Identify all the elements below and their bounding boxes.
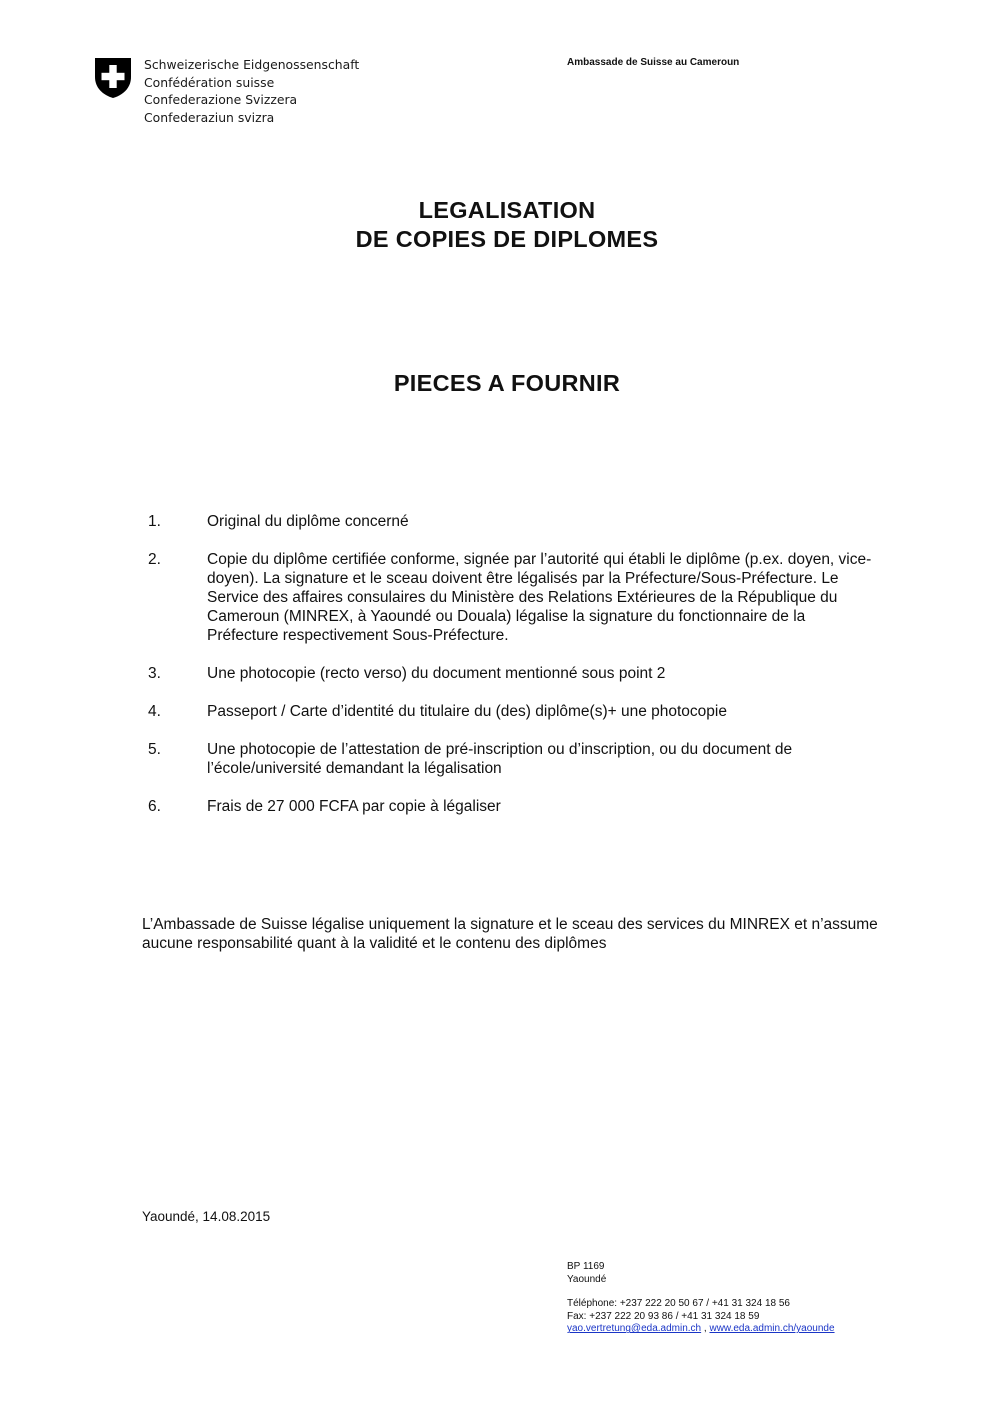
list-item-number: 2.: [148, 551, 161, 568]
list-item-text: Copie du diplôme certifiée conforme, signée par l’autorité qui établi le diplôme (p.ex. doyen, vice-doyen). La signature et le sceau doivent être légalisés par la Préfecture/Sous-Préfecture. Le Service des affaires consulaires du Ministère des Relations Extérieures de la République du Cameroun (MINREX, à Yaoundé ou Douala) légalise la signature du fonctionnaire de la Préfecture respectivement Sous-Préfecture.: [207, 551, 872, 644]
page-title: [0, 196, 992, 254]
list-item-text: Frais de 27 000 FCFA par copie à légaliser: [207, 798, 501, 815]
footer-city: Yaoundé: [567, 1273, 607, 1285]
list-item: [148, 512, 878, 531]
list-item-number: 5.: [148, 741, 161, 758]
disclaimer-note: L’Ambassade de Suisse légalise uniquement la signature et le sceau des services du MINREX et n’assume aucune responsabilité quant à la validité et le contenu des diplômes: [142, 916, 878, 952]
list-item: [148, 664, 878, 683]
list-item: [148, 797, 878, 816]
website-link[interactable]: www.eda.admin.ch/yaounde: [709, 1323, 835, 1335]
telephone-line: Téléphone: +237 222 20 50 67 / +41 31 324 18 56: [567, 1298, 790, 1310]
confederation-line-rm: Confederaziun svizra: [144, 110, 275, 126]
confederation-line-de: Schweizerische Eidgenossenschaft: [144, 57, 360, 72]
list-item-number: 6.: [148, 798, 161, 815]
list-item-text: Une photocopie de l’attestation de pré-inscription ou d’inscription, ou du document de l’école/université demandant la légalisation: [207, 741, 793, 777]
contact-links: [567, 1323, 835, 1336]
confederation-names: [144, 56, 359, 127]
swiss-crest-icon: [94, 57, 132, 99]
contact-footer: [567, 1261, 835, 1336]
email-link[interactable]: yao.vertretung@eda.admin.ch: [567, 1323, 702, 1335]
list-item-number: 3.: [148, 665, 161, 682]
link-separator: ,: [701, 1323, 710, 1335]
title-line-2: DE COPIES DE DIPLOMES: [355, 226, 659, 252]
confederation-line-it: Confederazione Svizzera: [144, 92, 298, 108]
list-item-number: 1.: [148, 513, 161, 530]
po-box: BP 1169: [567, 1261, 605, 1272]
list-item-text: Original du diplôme concerné: [207, 513, 409, 530]
list-item: [148, 740, 878, 778]
title-line-1: LEGALISATION: [418, 197, 596, 223]
list-item-text: Une photocopie (recto verso) du document mentionné sous point 2: [207, 665, 666, 682]
confederation-line-fr: Confédération suisse: [144, 74, 275, 90]
list-item: [148, 550, 878, 645]
section-heading: PIECES A FOURNIR: [393, 370, 621, 396]
fax-line: Fax: +237 222 20 93 86 / +41 31 324 18 59: [567, 1310, 760, 1322]
embassy-name: Ambassade de Suisse au Cameroun: [567, 57, 740, 68]
document-date: Yaoundé, 14.08.2015: [142, 1209, 271, 1224]
requirements-list: [148, 512, 878, 835]
list-item-text: Passeport / Carte d’identité du titulaire du (des) diplôme(s)+ une photocopie: [207, 703, 727, 720]
list-item-number: 4.: [148, 703, 161, 720]
list-item: [148, 702, 878, 721]
